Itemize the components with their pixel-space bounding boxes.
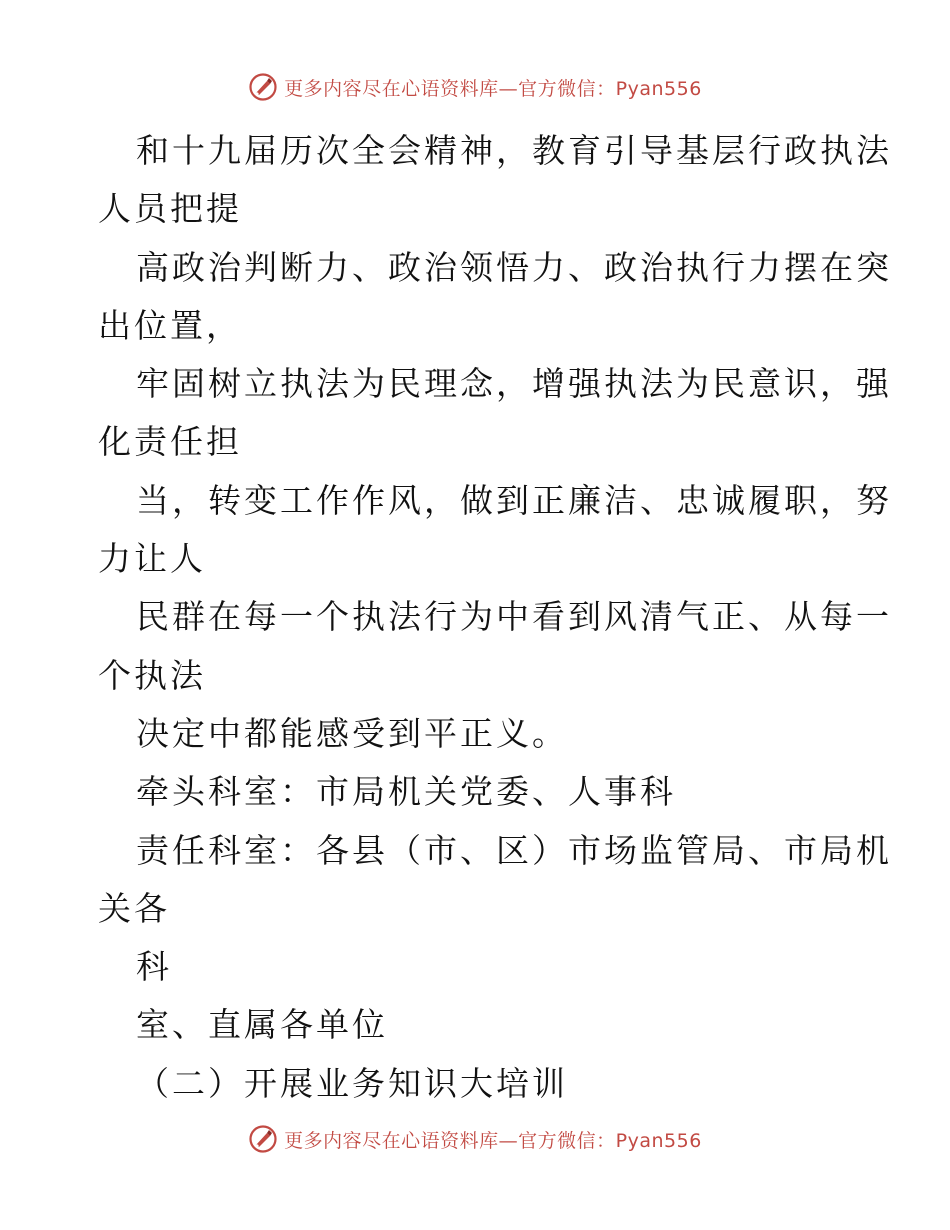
text-line: 牢固树立执法为民理念，增强执法为民意识，强 bbox=[136, 364, 892, 404]
pen-circle-icon bbox=[248, 1124, 278, 1154]
text-line: 人员把提 bbox=[98, 189, 242, 229]
text-line: 和十九届历次全会精神，教育引导基层行政执法 bbox=[136, 131, 892, 170]
text-line: 科 bbox=[136, 947, 172, 987]
watermark-text: 更多内容尽在心语资料库—官方微信：Pyan556 bbox=[284, 1129, 702, 1152]
text-line: 室、直属各单位 bbox=[136, 1005, 388, 1045]
text-line: （二）开展业务知识大培训 bbox=[136, 1063, 568, 1103]
text-line: 化责任担 bbox=[98, 422, 242, 462]
text-line: 牵头科室：市局机关党委、人事科 bbox=[136, 772, 676, 812]
text-line: 责任科室：各县（市、区）市场监管局、市局机 bbox=[136, 830, 892, 870]
text-line: 决定中都能感受到平正义。 bbox=[136, 713, 568, 753]
text-line: 个执法 bbox=[98, 655, 206, 695]
text-line: 力让人 bbox=[98, 539, 206, 579]
text-line: 民群在每一个执法行为中看到风清气正、从每一 bbox=[136, 597, 892, 637]
watermark-footer bbox=[0, 1124, 950, 1154]
text-line: 关各 bbox=[98, 888, 170, 928]
watermark-header bbox=[0, 72, 950, 102]
text-line: 出位置， bbox=[98, 305, 242, 345]
document-body bbox=[98, 122, 892, 1113]
watermark-text: 更多内容尽在心语资料库—官方微信：Pyan556 bbox=[284, 77, 702, 100]
text-line: 高政治判断力、政治领悟力、政治执行力摆在突 bbox=[136, 247, 892, 287]
text-line: 当，转变工作作风，做到正廉洁、忠诚履职，努 bbox=[136, 480, 892, 520]
pen-circle-icon bbox=[248, 72, 278, 102]
